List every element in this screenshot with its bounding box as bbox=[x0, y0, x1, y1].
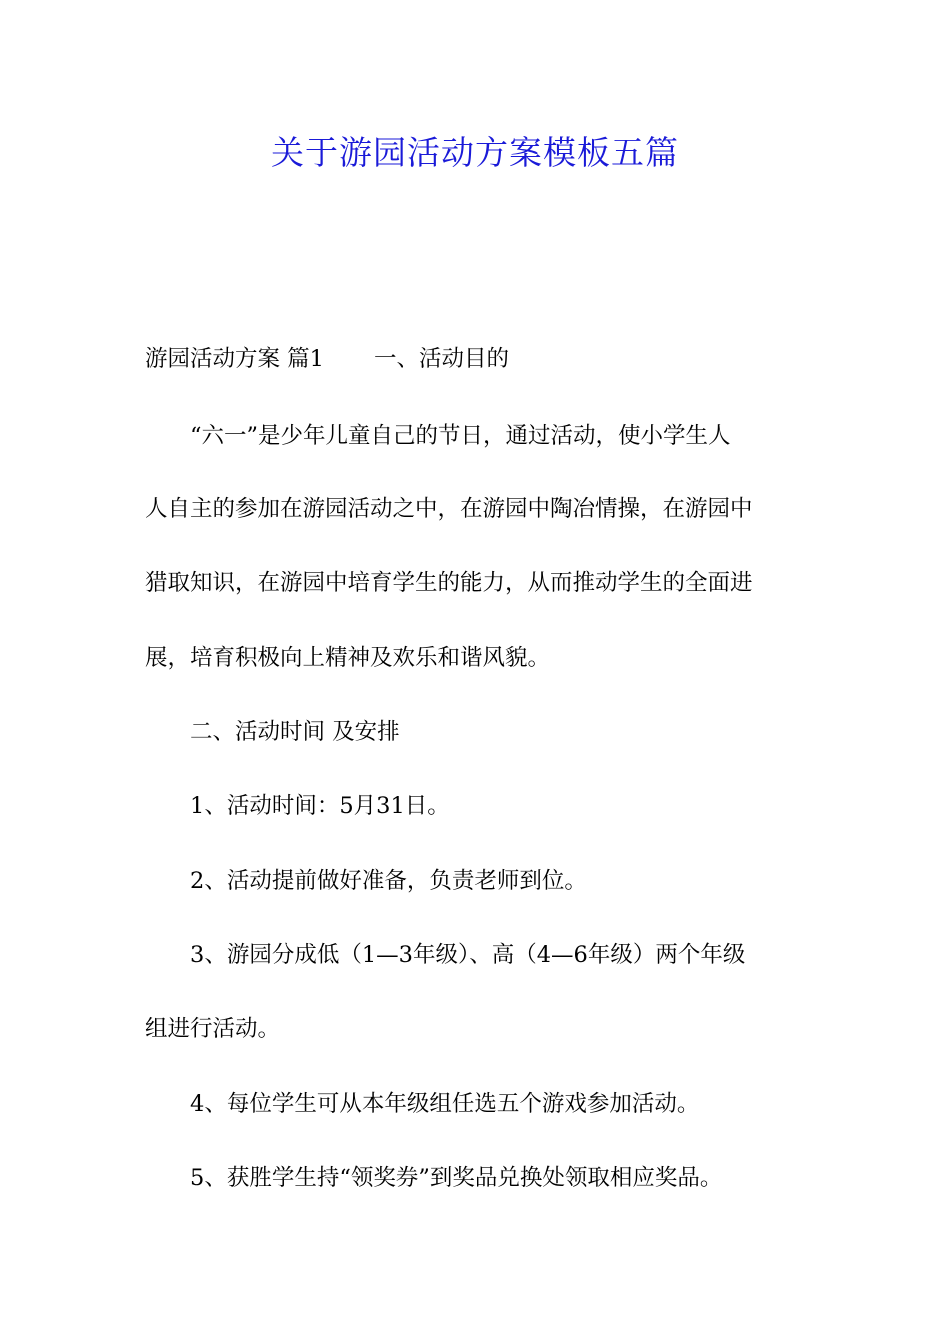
article-label: 游园活动方案 篇1 bbox=[145, 346, 324, 372]
section1-heading-line bbox=[145, 344, 815, 374]
list-item-continuation: 组进行活动。 bbox=[145, 1016, 281, 1042]
section2-heading: 二、活动时间 及安排 bbox=[190, 719, 400, 745]
section1-heading: 一、活动目的 bbox=[373, 346, 509, 372]
list-item: 3、游园分成低（1—3年级）、高（4—6年级）两个年级 bbox=[190, 942, 746, 968]
paragraph-line: 人自主的参加在游园活动之中，在游园中陶冶情操，在游园中 bbox=[145, 496, 753, 522]
paragraph-line: “六一”是少年儿童自己的节日，通过活动，使小学生人 bbox=[190, 423, 731, 449]
list-item: 5、获胜学生持“领奖券”到奖品兑换处领取相应奖品。 bbox=[190, 1165, 723, 1191]
document-title: 关于游园活动方案模板五篇 bbox=[271, 133, 679, 172]
list-item: 4、每位学生可从本年级组任选五个游戏参加活动。 bbox=[190, 1091, 700, 1117]
paragraph-line: 展，培育积极向上精神及欢乐和谐风貌。 bbox=[145, 645, 551, 671]
paragraph-line: 猎取知识，在游园中培育学生的能力，从而推动学生的全面进 bbox=[145, 570, 753, 596]
list-item: 1、活动时间：5月31日。 bbox=[190, 793, 450, 819]
list-item: 2、活动提前做好准备，负责老师到位。 bbox=[190, 868, 587, 894]
